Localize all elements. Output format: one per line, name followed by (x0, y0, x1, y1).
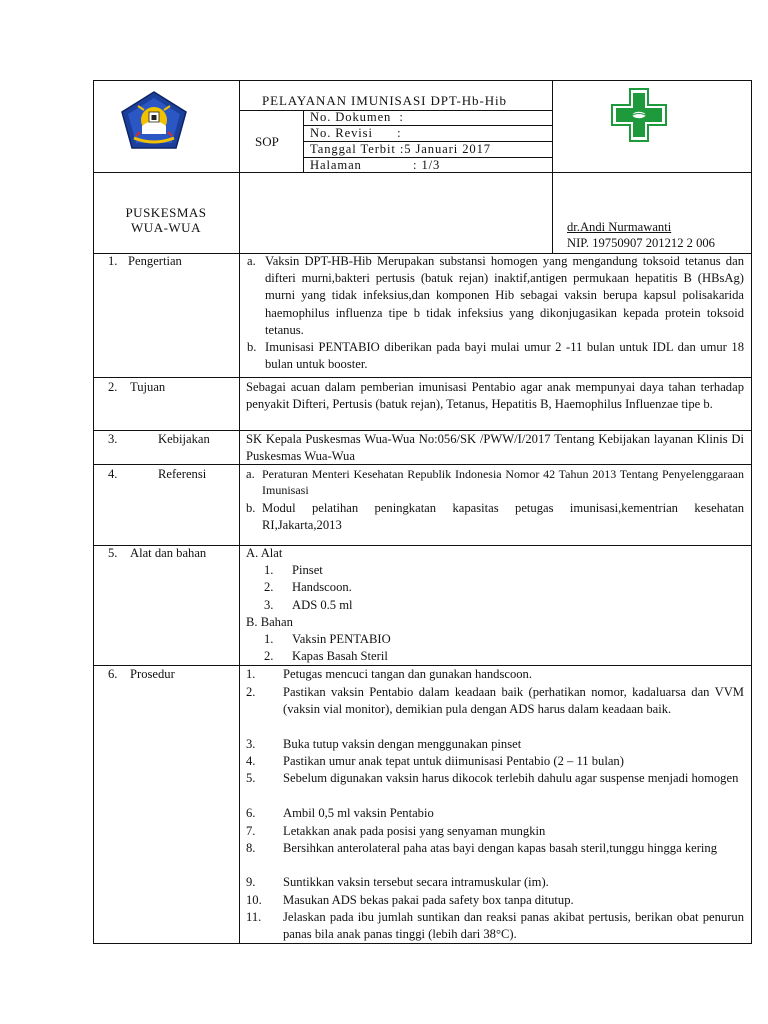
referensi-point-b: Modul pelatihan peningkatan kapasitas petugas imunisasi,kementrian kesehatan RI,Jakarta,2013 (262, 501, 744, 533)
section-number: 5. (108, 546, 118, 560)
procedure-step: Pastikan umur anak tepat untuk diimunisasi Pentabio (2 – 11 bulan) (283, 754, 624, 768)
referensi-point-a: Peraturan Menteri Kesehatan Republik Indonesia Nomor 42 Tahun 2013 Tentang Penyelenggaraan Imunisasi (262, 467, 744, 498)
procedure-step: Jelaskan pada ibu jumlah suntikan dan reaksi panas akibat pertusis, berikan obat penurun panas bila anak panas tinggi (lebih dari 38°C). (283, 910, 744, 942)
halaman-value: : 1/3 (413, 158, 441, 172)
step-number: 5. (246, 771, 256, 785)
list-number: 2. (264, 649, 274, 663)
step-number: 2. (246, 685, 256, 699)
list-marker: b. (247, 340, 257, 354)
step-number: 4. (246, 754, 256, 768)
section-number: 3. (108, 432, 118, 446)
procedure-step: Ambil 0,5 ml vaksin Pentabio (283, 806, 434, 820)
no-revisi-field: No. Revisi : (310, 126, 402, 140)
tujuan-text: Sebagai acuan dalam pemberian imunisasi Pentabio agar anak mempunyai daya tahan terhadap penyakit Difteri, Pertusis (batuk rejan), Tetanus, Hepatitis B, Haemophilus Influenzae tipe b. (246, 380, 744, 412)
row-line-2 (93, 377, 752, 378)
sop-label: SOP (255, 134, 279, 149)
alat-item: Pinset (292, 563, 323, 577)
organization-line-2: WUA-WUA (131, 220, 201, 235)
section-label-tujuan: Tujuan (130, 380, 166, 394)
procedure-step: Masukan ADS bekas pakai pada safety box tanpa ditutup. (283, 893, 574, 907)
step-number: 6. (246, 806, 256, 820)
section-number: 4. (108, 467, 118, 481)
alat-heading: A. Alat (246, 546, 283, 560)
column-divider-main (239, 80, 240, 944)
list-marker: a. (247, 254, 256, 268)
kebijakan-text: SK Kepala Puskesmas Wua-Wua No:056/SK /PWW/I/2017 Tentang Kebijakan layanan Klinis Di Puskesmas Wua-Wua (246, 432, 744, 464)
list-marker: a. (246, 467, 255, 481)
section-number: 1. (108, 254, 118, 268)
procedure-step: Buka tutup vaksin dengan menggunakan pinset (283, 737, 522, 751)
procedure-step: Letakkan anak pada posisi yang senyaman mungkin (283, 824, 546, 838)
bahan-heading: B. Bahan (246, 615, 293, 629)
procedure-step: Pastikan vaksin Pentabio dalam keadaan baik (perhatikan nomor, kadaluarsa dan VVM (vaksin vial monitor), demikian pula dengan ADS harus dalam keadaan baik. (283, 685, 744, 717)
section-label-prosedur: Prosedur (130, 667, 175, 681)
step-number: 1. (246, 667, 256, 681)
procedure-step: Petugas mencuci tangan dan gunakan handscoon. (283, 667, 533, 681)
list-number: 2. (264, 580, 274, 594)
procedure-step: Sebelum digunakan vaksin harus dikocok terlebih dahulu agar suspense menjadi homogen (283, 771, 739, 785)
list-marker: b. (246, 501, 256, 515)
step-number: 3. (246, 737, 256, 751)
puskesmas-cross-logo (611, 88, 667, 142)
procedure-step: Bersihkan anterolateral paha atas bayi dengan kapas basah steril,tunggu hingga kering (283, 841, 717, 855)
section-number: 6. (108, 667, 118, 681)
list-number: 1. (264, 632, 274, 646)
step-number: 11. (246, 910, 262, 924)
list-number: 3. (264, 598, 274, 612)
regency-emblem-logo (120, 90, 188, 150)
section-label-referensi: Referensi (158, 467, 207, 481)
step-number: 7. (246, 824, 256, 838)
step-number: 10. (246, 893, 262, 907)
signer-name: dr.Andi Nurmawanti (567, 220, 672, 234)
pengertian-point-a: Vaksin DPT-HB-Hib Merupakan substansi homogen yang mengandung toksoid tetanus dan difteri murni,bakteri pertusis (batuk rejan) inaktif,antigen permukaan hepatitis B (HBsAg) murni yang tidak infeksius,dan komponen Hib sebagai vaksin berupa kapsul polisakarida haemophilus influenza tipe b tidak infeksius yang dikonjugasikan kepada protein toksoid tetanus. (265, 254, 744, 337)
document-title: PELAYANAN IMUNISASI DPT-Hb-Hib (262, 93, 507, 108)
alat-item: Handscoon. (292, 580, 352, 594)
step-number: 8. (246, 841, 256, 855)
section-number: 2. (108, 380, 118, 394)
list-number: 1. (264, 563, 274, 577)
no-dokumen-field: No. Dokumen : (310, 110, 404, 124)
header-divider-right (552, 80, 553, 253)
pengertian-point-b: Imunisasi PENTABIO diberikan pada bayi mulai umur 2 -11 bulan untuk IDL dan umur 18 bulan untuk booster. (265, 340, 744, 372)
section-label-alat-dan-bahan: Alat dan bahan (130, 546, 207, 560)
signer-nip: NIP. 19750907 201212 2 006 (567, 236, 715, 250)
step-number: 9. (246, 875, 256, 889)
section-label-kebijakan: Kebijakan (158, 432, 210, 446)
tanggal-terbit-field: Tanggal Terbit :5 Januari 2017 (310, 142, 491, 156)
section-label-pengertian: Pengertian (128, 254, 182, 268)
organization-name (93, 205, 239, 235)
organization-line-1: PUSKESMAS (125, 205, 207, 220)
bahan-item: Vaksin PENTABIO (292, 632, 391, 646)
procedure-step: Suntikkan vaksin tersebut secara intramuskular (im). (283, 875, 549, 889)
halaman-label: Halaman (310, 158, 362, 172)
alat-item: ADS 0.5 ml (292, 598, 353, 612)
bahan-item: Kapas Basah Steril (292, 649, 388, 663)
